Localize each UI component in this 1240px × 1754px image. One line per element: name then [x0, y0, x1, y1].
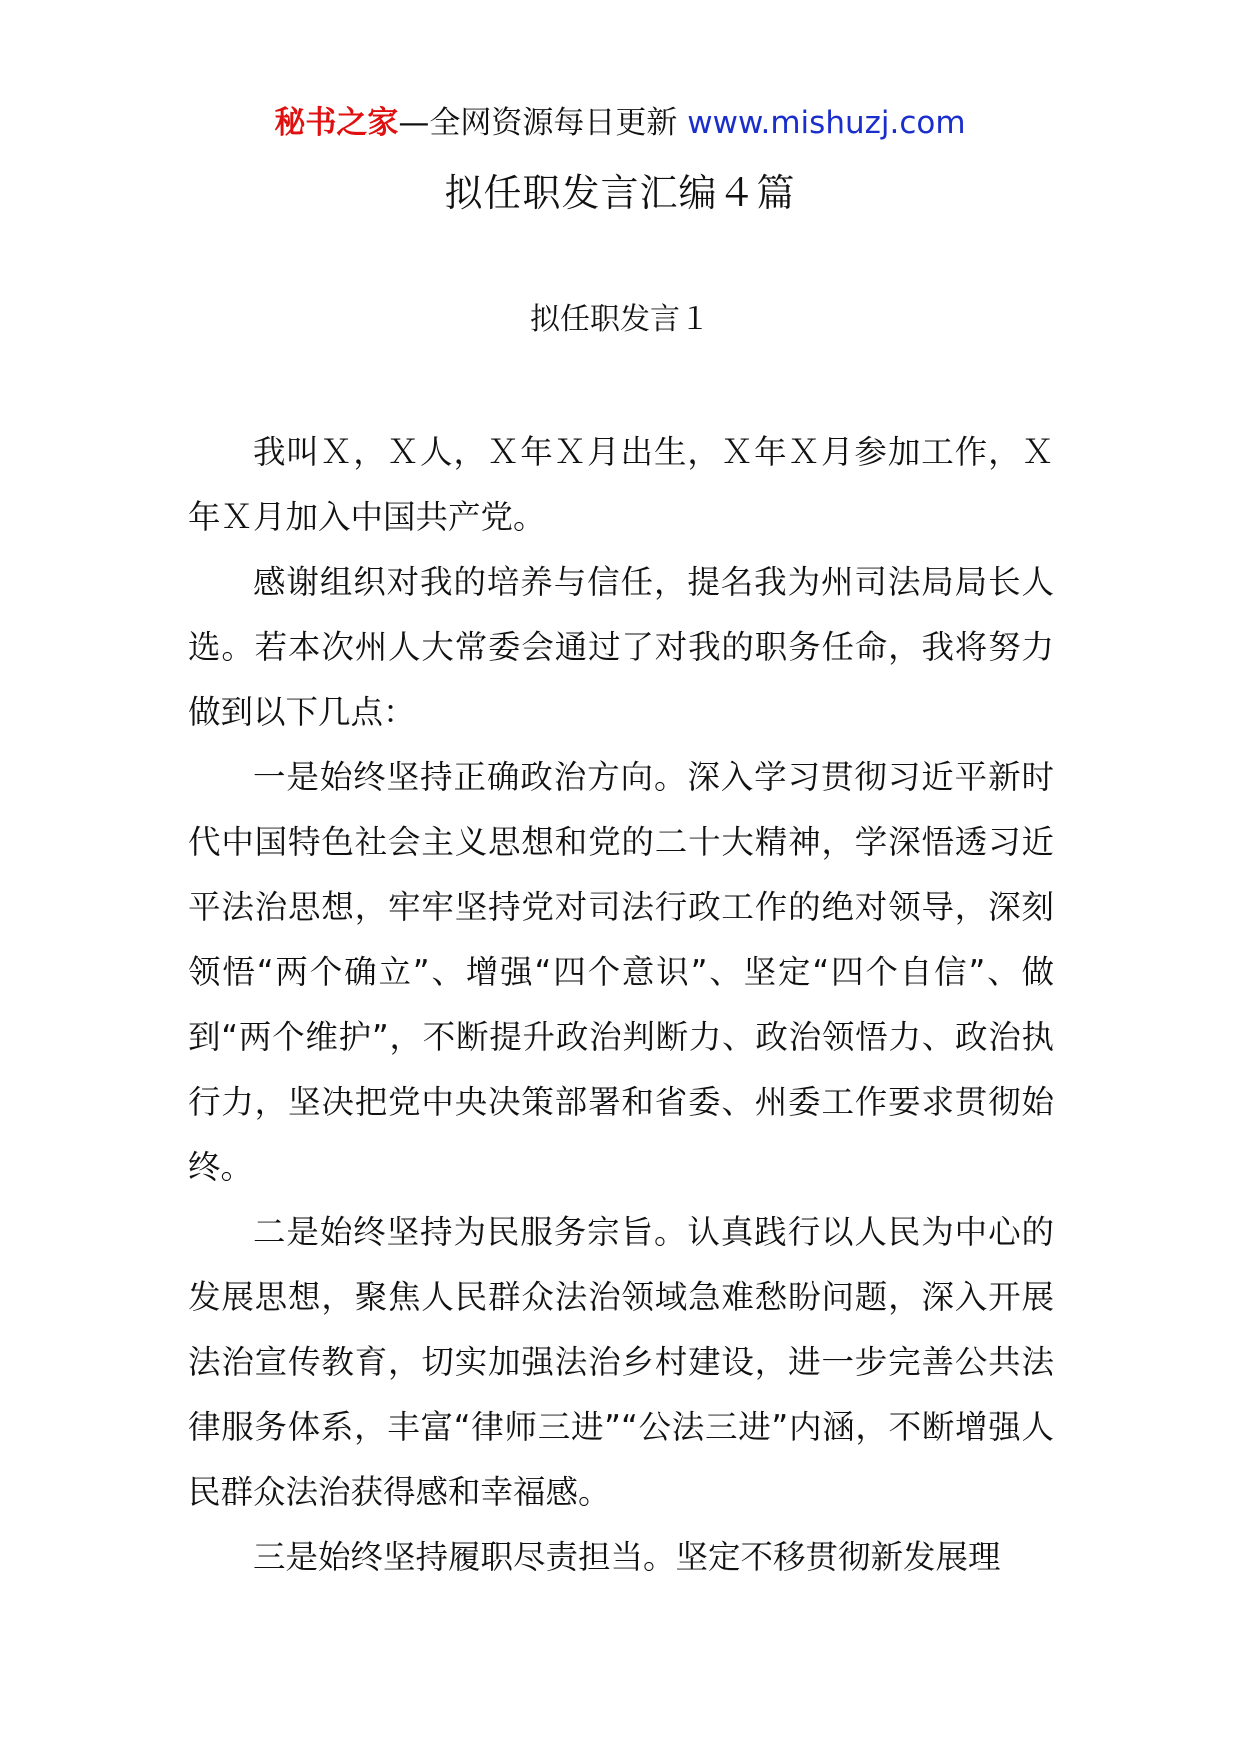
- paragraph-4: 二是始终坚持为民服务宗旨。认真践行以人民为中心的发展思想，聚焦人民群众法治领域急难愁盼问题，深入开展法治宣传教育，切实加强法治乡村建设，进一步完善公共法律服务体系，丰富“律师三进”“公法三进”内涵，不断增强人民群众法治获得感和幸福感。: [188, 1213, 1054, 1511]
- site-header: [0, 100, 1240, 146]
- paragraph-1: 我叫Ｘ，Ｘ人，Ｘ年Ｘ月出生，Ｘ年Ｘ月参加工作，Ｘ年Ｘ月加入中国共产党。: [188, 433, 1054, 536]
- paragraph-2: 感谢组织对我的培养与信任，提名我为州司法局局长人选。若本次州人大常委会通过了对我的职务任命，我将努力做到以下几点：: [188, 563, 1054, 731]
- header-tagline: —全网资源每日更新: [398, 105, 688, 141]
- section-title: 拟任职发言１: [530, 302, 710, 337]
- document-title: 拟任职发言汇编４篇: [444, 171, 796, 215]
- paragraph-5: 三是始终坚持履职尽责担当。坚定不移贯彻新发展理: [253, 1538, 1001, 1576]
- brand-name: 秘书之家: [274, 105, 399, 141]
- document-body: [188, 420, 1054, 1590]
- site-url-link[interactable]: www.mishuzj.com: [687, 105, 966, 141]
- paragraph-3: 一是始终坚持正确政治方向。深入学习贯彻习近平新时代中国特色社会主义思想和党的二十大精神，学深悟透习近平法治思想，牢牢坚持党对司法行政工作的绝对领导，深刻领悟“两个确立”、增强“四个意识”、坚定“四个自信”、做到“两个维护”，不断提升政治判断力、政治领悟力、政治执行力，坚决把党中央决策部署和省委、州委工作要求贯彻始终。: [188, 758, 1054, 1186]
